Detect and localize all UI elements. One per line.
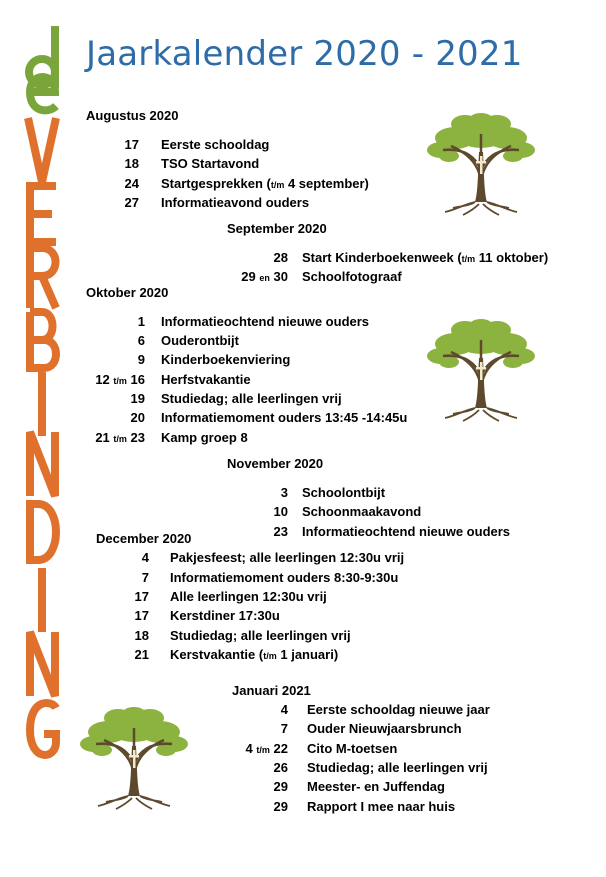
calendar-event [0, 628, 606, 646]
event-day: 27 [124, 195, 139, 210]
event-text [302, 504, 421, 519]
event-day-connector: t/m [113, 434, 127, 444]
event-date [246, 741, 288, 756]
event-date [281, 485, 288, 500]
calendar-event [0, 760, 606, 778]
calendar-event [0, 250, 606, 268]
event-date [281, 702, 288, 717]
event-text [170, 589, 327, 604]
event-label: Cito M-toetsen [307, 741, 398, 756]
event-day: 10 [273, 504, 288, 519]
event-day: 18 [134, 628, 149, 643]
calendar-event [0, 137, 606, 155]
month-heading: Januari 2021 [232, 683, 311, 698]
event-label: Ouderontbijt [161, 333, 239, 348]
event-text [170, 570, 398, 585]
month-heading: September 2020 [227, 221, 327, 236]
event-day: 3 [280, 485, 288, 500]
event-day: 12 [95, 372, 110, 387]
event-date [125, 156, 139, 171]
event-day: 17 [134, 589, 149, 604]
event-range-end: 1 januari) [280, 647, 339, 662]
event-date [95, 372, 145, 387]
calendar-event [0, 485, 606, 503]
event-range-connector: t/m [263, 651, 277, 661]
event-day-end: 23 [130, 430, 145, 445]
month-heading: Augustus 2020 [86, 108, 179, 123]
event-day: 21 [95, 430, 110, 445]
event-date [125, 137, 139, 152]
event-text [170, 608, 280, 623]
calendar-event [0, 721, 606, 739]
event-date [138, 333, 145, 348]
event-label: Pakjesfeest; alle leerlingen 12:30u vrij [170, 550, 405, 565]
calendar-event [0, 430, 606, 448]
event-day: 6 [137, 333, 145, 348]
calendar-event [0, 504, 606, 522]
event-date [135, 589, 149, 604]
event-text [307, 779, 445, 794]
event-date [135, 647, 149, 662]
event-day: 20 [130, 410, 145, 425]
event-text [161, 410, 407, 425]
event-text [170, 628, 351, 643]
event-day: 19 [130, 391, 145, 406]
calendar-event [0, 608, 606, 626]
event-day: 4 [141, 550, 149, 565]
event-day-end: 16 [130, 372, 145, 387]
event-text: Start Kinderboekenweek (t/m 11 oktober) [302, 250, 549, 265]
event-text [161, 156, 259, 171]
event-label: Eerste schooldag nieuwe jaar [307, 702, 490, 717]
calendar-event [0, 156, 606, 174]
event-label: Studiedag; alle leerlingen vrij [161, 391, 342, 406]
calendar-event [0, 589, 606, 607]
event-text [302, 485, 385, 500]
event-label: Informatiemoment ouders 13:45 -14:45u [161, 410, 408, 425]
event-day: 23 [273, 524, 288, 539]
event-range-connector: t/m [270, 180, 285, 190]
event-label: TSO Startavond [161, 156, 260, 171]
event-label: Schoolfotograaf [302, 269, 402, 284]
month-heading: December 2020 [96, 531, 192, 546]
event-label: Alle leerlingen 12:30u vrij [170, 589, 327, 604]
calendar-event [0, 550, 606, 568]
event-date [281, 721, 288, 736]
event-day: 28 [273, 250, 288, 265]
event-label: Kamp groep 8 [161, 430, 248, 445]
month-heading: November 2020 [227, 456, 324, 471]
event-date [142, 550, 149, 565]
event-date [241, 269, 288, 284]
event-day: 9 [137, 352, 145, 367]
event-day: 1 [137, 314, 145, 329]
calendar-event [0, 647, 606, 665]
event-date [274, 760, 288, 775]
event-date [131, 391, 145, 406]
event-date [274, 799, 288, 814]
event-label: Kerstvakantie [170, 647, 256, 662]
event-date [135, 628, 149, 643]
event-label: Informatieavond ouders [161, 195, 310, 210]
event-day: 18 [124, 156, 139, 171]
event-label: Startgesprekken [161, 176, 263, 191]
event-date [125, 195, 139, 210]
event-label: Informatieochtend nieuwe ouders [161, 314, 370, 329]
calendar-event [0, 176, 606, 194]
calendar-event [0, 702, 606, 720]
event-text [302, 524, 510, 539]
event-range-end: 4 september) [287, 176, 369, 191]
page-title: Jaarkalender 2020 - 2021 [86, 34, 523, 74]
event-label: Kerstdiner 17:30u [170, 608, 280, 623]
event-date [274, 524, 288, 539]
event-label: Herfstvakantie [161, 372, 251, 387]
event-day: 24 [124, 176, 139, 191]
event-label: Rapport I mee naar huis [307, 799, 456, 814]
event-date [125, 176, 139, 191]
calendar-event [0, 372, 606, 390]
event-date [135, 608, 149, 623]
event-text [161, 372, 251, 387]
event-text [161, 391, 342, 406]
event-text [307, 721, 462, 736]
event-label: Kinderboekenviering [161, 352, 291, 367]
event-day-connector: t/m [113, 376, 127, 386]
event-text: Startgesprekken (t/m 4 september) [161, 176, 369, 191]
event-day: 7 [280, 721, 288, 736]
event-label: Schoolontbijt [302, 485, 386, 500]
calendar-event [0, 195, 606, 213]
event-text [302, 269, 402, 284]
calendar-event [0, 570, 606, 588]
event-date [138, 314, 145, 329]
event-day: 4 [245, 741, 253, 756]
event-date [131, 410, 145, 425]
event-text [307, 799, 455, 814]
event-text [307, 760, 488, 775]
event-date [274, 504, 288, 519]
event-day: 4 [280, 702, 288, 717]
event-text [161, 314, 369, 329]
calendar-event [0, 391, 606, 409]
event-text [161, 333, 239, 348]
event-label: Informatieochtend nieuwe ouders [302, 524, 511, 539]
event-date [274, 779, 288, 794]
calendar-event [0, 333, 606, 351]
calendar-event [0, 410, 606, 428]
event-text: Kerstvakantie (t/m 1 januari) [170, 647, 339, 662]
event-text [161, 137, 269, 152]
event-date [138, 352, 145, 367]
event-date [142, 570, 149, 585]
event-day-end: 22 [273, 741, 288, 756]
event-date [95, 430, 145, 445]
event-day: 29 [273, 799, 288, 814]
calendar-event [0, 352, 606, 370]
event-day: 7 [141, 570, 149, 585]
event-date [274, 250, 288, 265]
event-label: Schoonmaakavond [302, 504, 422, 519]
event-day: 17 [134, 608, 149, 623]
event-day: 29 [273, 779, 288, 794]
event-day: 26 [273, 760, 288, 775]
event-text [307, 741, 397, 756]
event-text [170, 550, 404, 565]
month-heading: Oktober 2020 [86, 285, 169, 300]
event-label: Start Kinderboekenweek [302, 250, 454, 265]
event-day: 29 [241, 269, 256, 284]
event-text [161, 352, 290, 367]
calendar-event [0, 779, 606, 797]
event-day: 17 [124, 137, 139, 152]
event-text [161, 430, 248, 445]
event-range-end: 11 oktober) [478, 250, 549, 265]
event-label: Eerste schooldag [161, 137, 270, 152]
event-range-connector: t/m [461, 254, 476, 264]
event-label: Studiedag; alle leerlingen vrij [170, 628, 351, 643]
event-label: Informatiemoment ouders 8:30-9:30u [170, 570, 399, 585]
event-text [161, 195, 309, 210]
event-label: Studiedag; alle leerlingen vrij [307, 760, 488, 775]
calendar-event [0, 524, 606, 542]
calendar-event [0, 314, 606, 332]
calendar-event [0, 799, 606, 817]
event-day-end: 30 [273, 269, 288, 284]
event-day: 21 [134, 647, 149, 662]
event-day-connector: t/m [256, 745, 270, 755]
calendar-event [0, 741, 606, 759]
event-label: Meester- en Juffendag [307, 779, 445, 794]
event-label: Ouder Nieuwjaarsbrunch [307, 721, 462, 736]
event-text [307, 702, 490, 717]
event-day-connector: en [259, 273, 270, 283]
